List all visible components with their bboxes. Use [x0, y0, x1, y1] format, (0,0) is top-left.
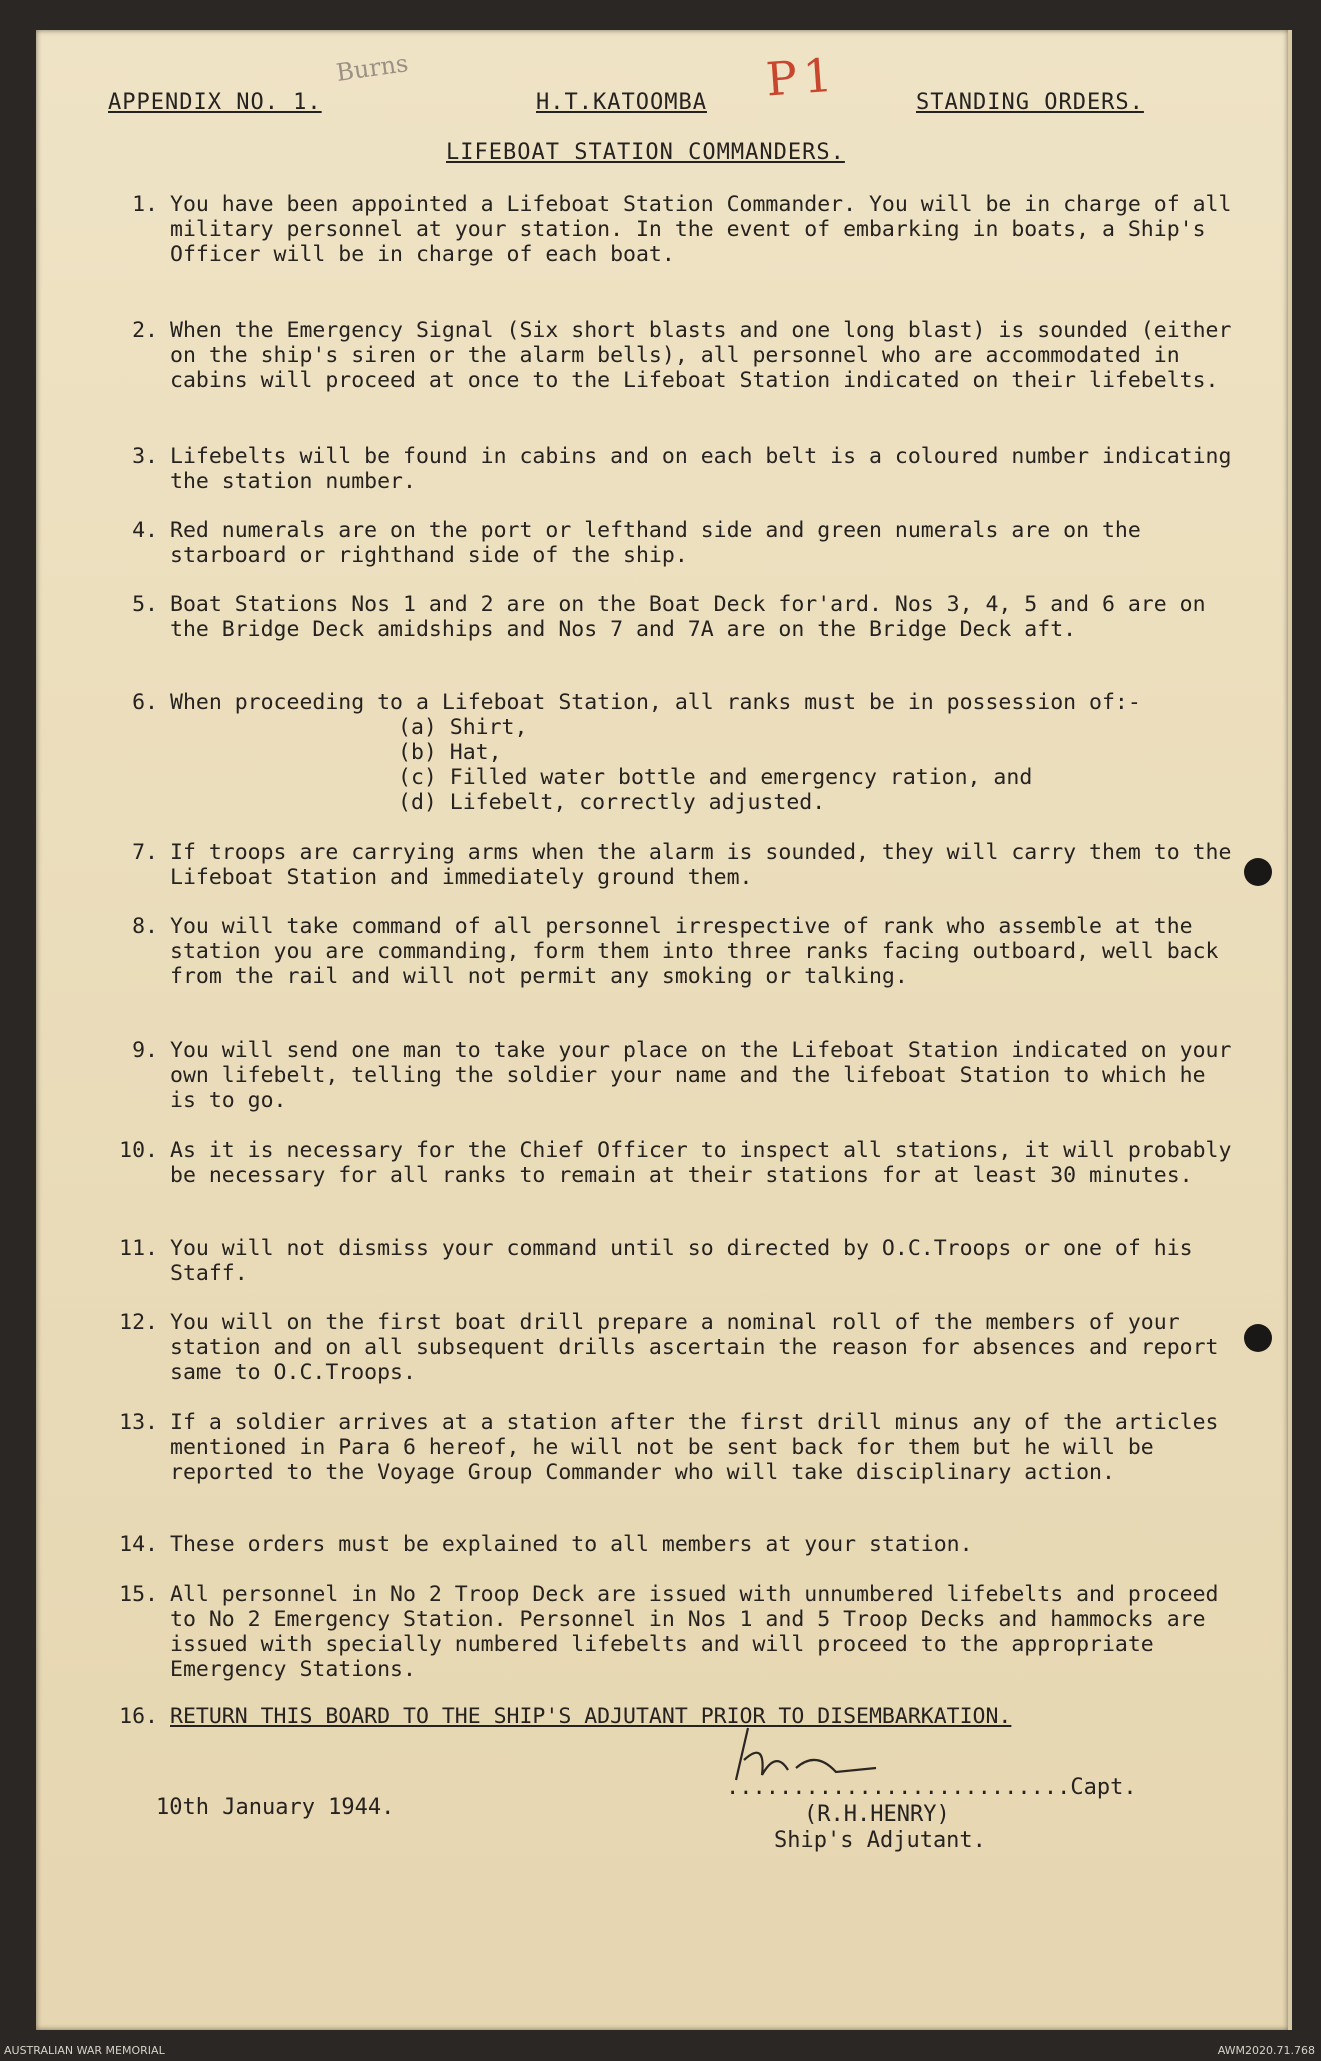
paragraph-9	[104, 1038, 1244, 1113]
paragraph-text: Boat Stations Nos 1 and 2 are on the Boat Deck for'ard. Nos 3, 4, 5 and 6 are on the Bridge Deck amidships and Nos 7 and 7A are on the Bridge Deck aft.	[170, 592, 1206, 642]
paragraph-number: 15.	[119, 1582, 158, 1607]
paragraph-text: You will take command of all personnel irrespective of rank who assemble at the station you are commanding, form them into three ranks facing outboard, well back from the rail and will not permit any smoking or talking.	[170, 914, 1219, 989]
paragraph-2	[104, 318, 1244, 393]
paragraph-4	[104, 518, 1244, 568]
list-item: (a) Shirt,	[398, 715, 528, 740]
paragraph-number: 11.	[119, 1236, 158, 1261]
paragraph-number: 3.	[132, 444, 158, 469]
archive-credit: AUSTRALIAN WAR MEMORIAL	[4, 2044, 165, 2057]
document-page	[36, 30, 1292, 2030]
punch-hole	[1244, 1324, 1272, 1352]
paragraph-number: 10.	[119, 1138, 158, 1163]
paragraph-16	[104, 1704, 1244, 1729]
paragraph-number: 8.	[132, 914, 158, 939]
paragraph-text: When proceeding to a Lifeboat Station, all ranks must be in possession of:-	[170, 690, 1141, 715]
paragraph-number: 4.	[132, 518, 158, 543]
paragraph-number: 1.	[132, 192, 158, 217]
paragraph-number: 5.	[132, 592, 158, 617]
paragraph-number: 6.	[132, 690, 158, 715]
ship-name: H.T.KATOOMBA	[536, 90, 707, 115]
paragraph-text: You will send one man to take your place on the Lifeboat Station indicated on your own lifebelt, telling the soldier your name and the lifeboat Station to which he is to go.	[170, 1038, 1232, 1113]
orders-label: STANDING ORDERS.	[916, 90, 1144, 115]
paragraph-5	[104, 592, 1244, 642]
list-item: (d) Lifebelt, correctly adjusted.	[398, 790, 826, 815]
paragraph-number: 16.	[119, 1704, 158, 1729]
paragraph-10	[104, 1138, 1244, 1188]
paragraph-15	[104, 1582, 1244, 1682]
paragraph-1	[104, 192, 1244, 267]
paragraph-3	[104, 444, 1244, 494]
paragraph-14	[104, 1532, 1244, 1557]
list-item: (c) Filled water bottle and emergency ration, and	[398, 765, 1033, 790]
appendix-label: APPENDIX NO. 1.	[108, 90, 322, 115]
document-date: 10th January 1944.	[156, 1795, 395, 1820]
paragraph-13	[104, 1410, 1244, 1485]
paragraph-text: When the Emergency Signal (Six short blasts and one long blast) is sounded (either on the ship's siren or the alarm bells), all personnel who are accommodated in cabins will proceed at once to the Lifeboat Station indicated on their lifebelts.	[170, 318, 1232, 393]
signatory-role: Ship's Adjutant.	[774, 1828, 986, 1853]
paragraph-text: These orders must be explained to all members at your station.	[170, 1532, 973, 1557]
list-item: (b) Hat,	[398, 740, 502, 765]
paragraph-text: You will not dismiss your command until so directed by O.C.Troops or one of his Staff.	[170, 1236, 1193, 1286]
paragraph-number: 13.	[119, 1410, 158, 1435]
paragraph-number: 7.	[132, 840, 158, 865]
paragraph-7	[104, 840, 1244, 890]
item-list	[170, 715, 1244, 815]
paragraph-text: You will on the first boat drill prepare a nominal roll of the members of your station and on all subsequent drills ascertain the reason for absences and report same to O.C.Troops.	[170, 1310, 1219, 1385]
paragraph-text: RETURN THIS BOARD TO THE SHIP'S ADJUTANT PRIOR TO DISEMBARKATION.	[170, 1704, 1012, 1729]
paragraph-text: Lifebelts will be found in cabins and on each belt is a coloured number indicating the station number.	[170, 444, 1232, 494]
paragraph-number: 12.	[119, 1310, 158, 1335]
page-title: LIFEBOAT STATION COMMANDERS.	[446, 140, 845, 165]
signatory-name: (R.H.HENRY)	[804, 1802, 950, 1827]
paragraph-number: 14.	[119, 1532, 158, 1557]
red-handwritten-mark: P1	[764, 47, 841, 107]
paragraph-8	[104, 914, 1244, 989]
paragraph-text: If a soldier arrives at a station after the first drill minus any of the articles mentioned in Para 6 hereof, he will not be sent back for them but he will be reported to the Voyage Group Commander who will take disciplinary action.	[170, 1410, 1219, 1485]
paragraph-text: You have been appointed a Lifeboat Station Commander. You will be in charge of all military personnel at your station. In the event of embarking in boats, a Ship's Officer will be in charge of each boat.	[170, 192, 1232, 267]
archive-id: AWM2020.71.768	[1217, 2044, 1315, 2057]
punch-hole	[1244, 858, 1272, 886]
paragraph-text: As it is necessary for the Chief Officer to inspect all stations, it will probably be necessary for all ranks to remain at their stations for at least 30 minutes.	[170, 1138, 1232, 1188]
paragraph-text: All personnel in No 2 Troop Deck are issued with unnumbered lifebelts and proceed to No 2 Emergency Station. Personnel in Nos 1 and 5 Troop Decks and hammocks are issued with specially numbered lifebelts and will proceed to the appropriate Emergency Stations.	[170, 1582, 1219, 1682]
signature-line: ..........................Capt.	[726, 1775, 1137, 1800]
paragraph-11	[104, 1236, 1244, 1286]
paragraph-6	[104, 690, 1244, 815]
paragraph-text: Red numerals are on the port or lefthand side and green numerals are on the starboard or righthand side of the ship.	[170, 518, 1141, 568]
paragraph-12	[104, 1310, 1244, 1385]
pencil-annotation: Burns	[334, 49, 410, 87]
paragraph-number: 9.	[132, 1038, 158, 1063]
paragraph-text: If troops are carrying arms when the alarm is sounded, they will carry them to the Lifeboat Station and immediately ground them.	[170, 840, 1232, 890]
paragraph-number: 2.	[132, 318, 158, 343]
